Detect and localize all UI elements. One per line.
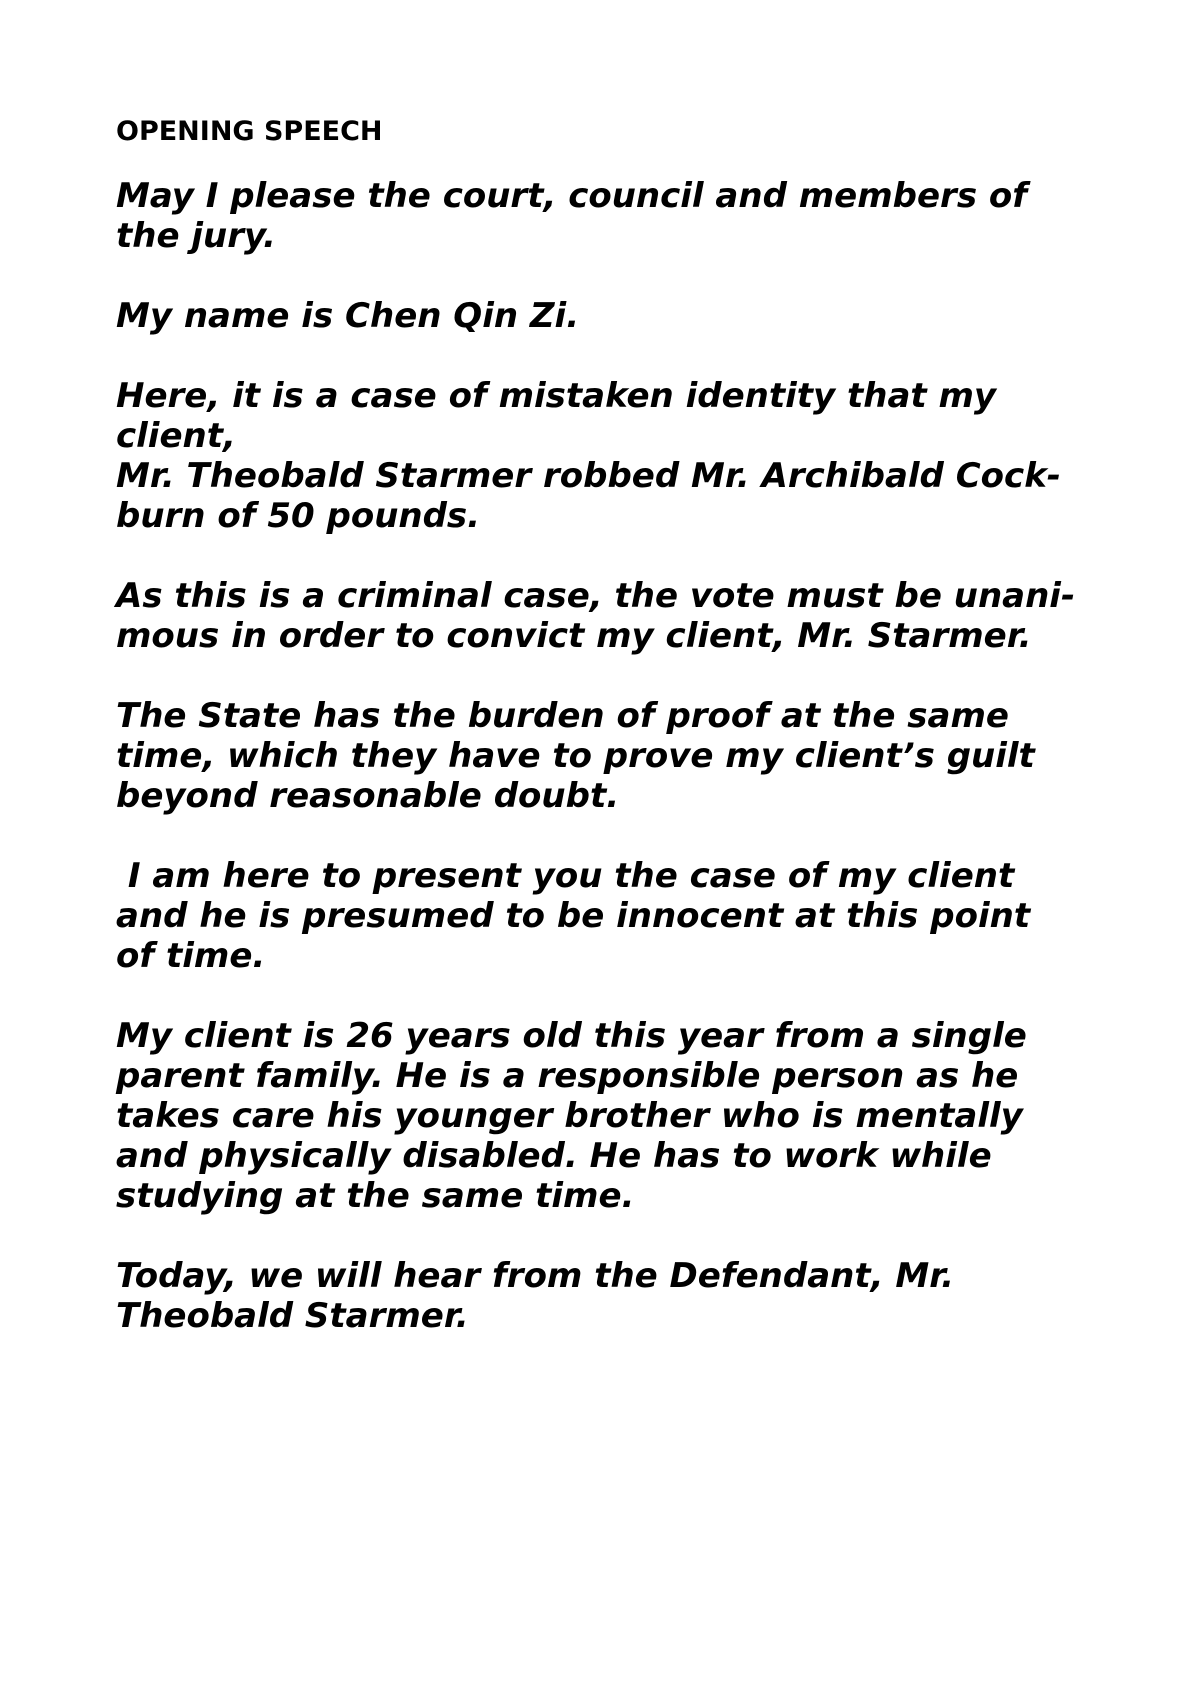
text-line: studying at the same time. [116, 1176, 635, 1216]
text-line: parent family. He is a responsible person as he [116, 1056, 1019, 1096]
paragraph-case-summary [116, 376, 1116, 536]
text-line: the jury. [116, 216, 276, 256]
text-line: burn of 50 pounds. [116, 496, 481, 536]
text-line: client, [116, 416, 236, 456]
paragraph-presumed-innocent [116, 856, 1116, 976]
paragraph-greeting [116, 176, 1116, 256]
text-line: As this is a criminal case, the vote must be unani- [116, 576, 1076, 616]
text-line: Mr. Theobald Starmer robbed Mr. Archibald Cock- [116, 456, 1061, 496]
text-line: time, which they have to prove my client’s guilt [116, 736, 1035, 776]
text-line: Theobald Starmer. [116, 1296, 469, 1336]
text-line: Today, we will hear from the Defendant, Mr. [116, 1256, 955, 1296]
paragraph-unanimous-vote [116, 576, 1116, 656]
paragraph-introduction [116, 296, 1116, 336]
text-line: mous in order to convict my client, Mr. Starmer. [116, 616, 1032, 656]
text-line: of time. [116, 936, 266, 976]
text-line: I am here to present you the case of my client [116, 856, 1015, 896]
speech-body [116, 176, 1116, 1336]
text-line: My name is Chen Qin Zi. [116, 296, 580, 336]
paragraph-burden-of-proof [116, 696, 1116, 816]
text-line: May I please the court, council and members of [116, 176, 1028, 216]
text-line: Here, it is a case of mistaken identity that my [116, 376, 997, 416]
text-line: The State has the burden of proof at the same [116, 696, 1009, 736]
document-heading: OPENING SPEECH [116, 116, 383, 147]
text-line: and he is presumed to be innocent at this point [116, 896, 1031, 936]
text-line: My client is 26 years old this year from a single [116, 1016, 1027, 1056]
text-line: beyond reasonable doubt. [116, 776, 620, 816]
paragraph-closing [116, 1256, 1116, 1336]
paragraph-client-background [116, 1016, 1116, 1216]
text-line: takes care his younger brother who is mentally [116, 1096, 1023, 1136]
text-line: and physically disabled. He has to work while [116, 1136, 992, 1176]
